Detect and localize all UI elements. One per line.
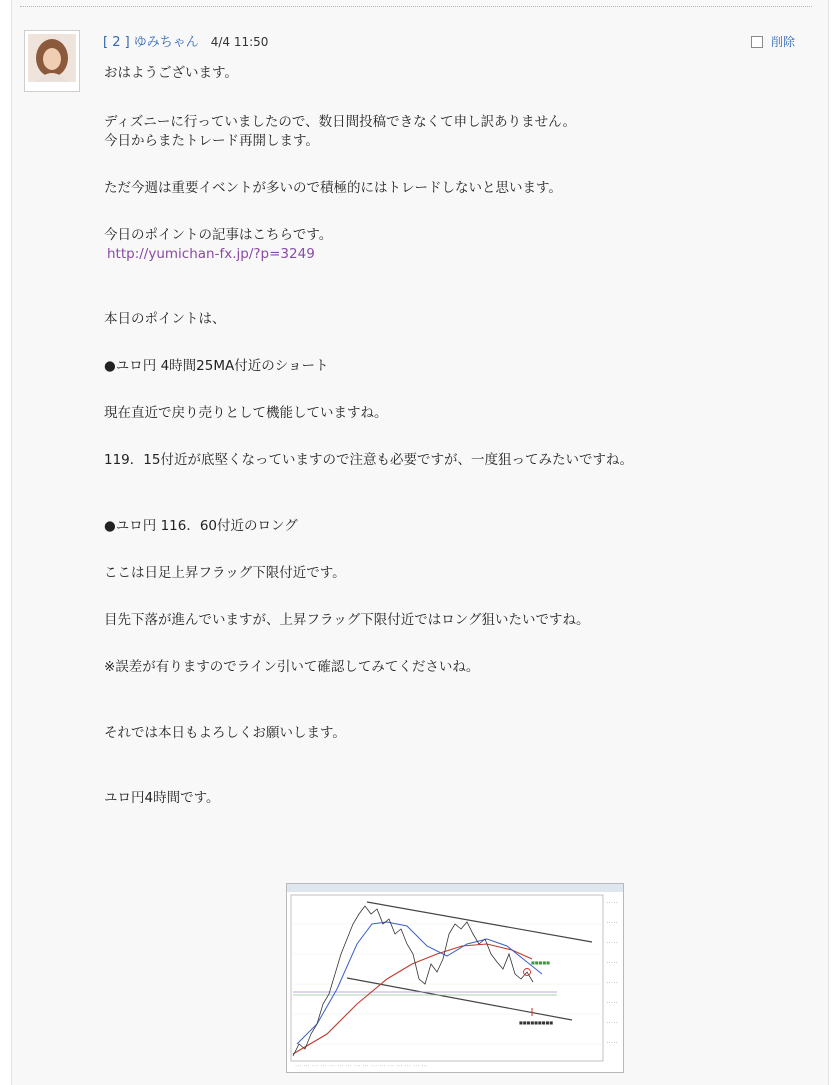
post-header bbox=[103, 34, 268, 51]
delete-label[interactable]: 削除 bbox=[771, 35, 796, 49]
point-heading: ●ユロ円 4時間25MA付近のショート bbox=[104, 358, 329, 374]
delete-control[interactable] bbox=[751, 33, 795, 50]
greeting: おはようございます。 bbox=[104, 65, 238, 81]
svg-text:·····: ····· bbox=[606, 940, 619, 945]
paragraph: 本日のポイントは、 bbox=[104, 311, 226, 327]
svg-text:·····: ····· bbox=[606, 960, 619, 965]
divider bbox=[20, 6, 812, 7]
svg-text:··· ··· ··· ··· ··· ··· ··· ··: ··· ··· ··· ··· ··· ··· ··· ··· ··· ··· ··· ··· ··· ··· ··· ··· bbox=[295, 1064, 428, 1068]
paragraph: 目先下落が進んでいますが、上昇フラッグ下限付近ではロング狙いたいですね。 bbox=[104, 612, 590, 628]
chart-toolbar bbox=[287, 884, 623, 892]
paragraph: 119．15付近が底堅くなっていますので注意も必要ですが、一度狙ってみたいですね。 bbox=[104, 452, 633, 468]
point-heading: ●ユロ円 116．60付近のロング bbox=[104, 518, 298, 534]
paragraph: 現在直近で戻り売りとして機能していますね。 bbox=[104, 405, 388, 421]
svg-text:·····: ····· bbox=[606, 1040, 619, 1045]
paragraph: ここは日足上昇フラッグ下限付近です。 bbox=[104, 565, 346, 581]
svg-text:·····: ····· bbox=[606, 920, 619, 925]
paragraph: 今日からまたトレード再開します。 bbox=[104, 133, 319, 149]
svg-text:■■■■■: ■■■■■ bbox=[531, 960, 550, 965]
paragraph: ただ今週は重要イベントが多いので積極的にはトレードしないと思います。 bbox=[104, 180, 562, 196]
svg-text:■■■■■■■■■: ■■■■■■■■■ bbox=[519, 1020, 554, 1025]
paragraph: それでは本日もよろしくお願いします。 bbox=[104, 725, 346, 741]
svg-text:·····: ····· bbox=[606, 1020, 619, 1025]
avatar-photo bbox=[28, 34, 76, 82]
delete-checkbox[interactable] bbox=[751, 36, 763, 48]
article-link[interactable]: http://yumichan-fx.jp/?p=3249 bbox=[107, 246, 315, 262]
post-date: 4/4 11:50 bbox=[210, 35, 269, 49]
post-number: [ 2 ] bbox=[103, 35, 130, 50]
svg-text:·····: ····· bbox=[606, 1000, 619, 1005]
avatar[interactable] bbox=[24, 30, 80, 92]
paragraph: ※誤差が有りますのでライン引いて確認してみてくださいね。 bbox=[104, 659, 480, 675]
forex-chart-screenshot bbox=[287, 884, 623, 1072]
author-link[interactable]: ゆみちゃん bbox=[133, 35, 199, 50]
paragraph: ユロ円4時間です。 bbox=[104, 790, 220, 806]
svg-text:·····: ····· bbox=[606, 980, 619, 985]
post-body bbox=[104, 64, 804, 808]
paragraph: 今日のポイントの記事はこちらです。 bbox=[104, 227, 333, 243]
svg-text:·····: ····· bbox=[606, 900, 619, 905]
chart-image[interactable] bbox=[286, 883, 624, 1073]
paragraph: ディズニーに行っていましたので、数日間投稿できなくて申し訳ありません。 bbox=[104, 114, 576, 130]
